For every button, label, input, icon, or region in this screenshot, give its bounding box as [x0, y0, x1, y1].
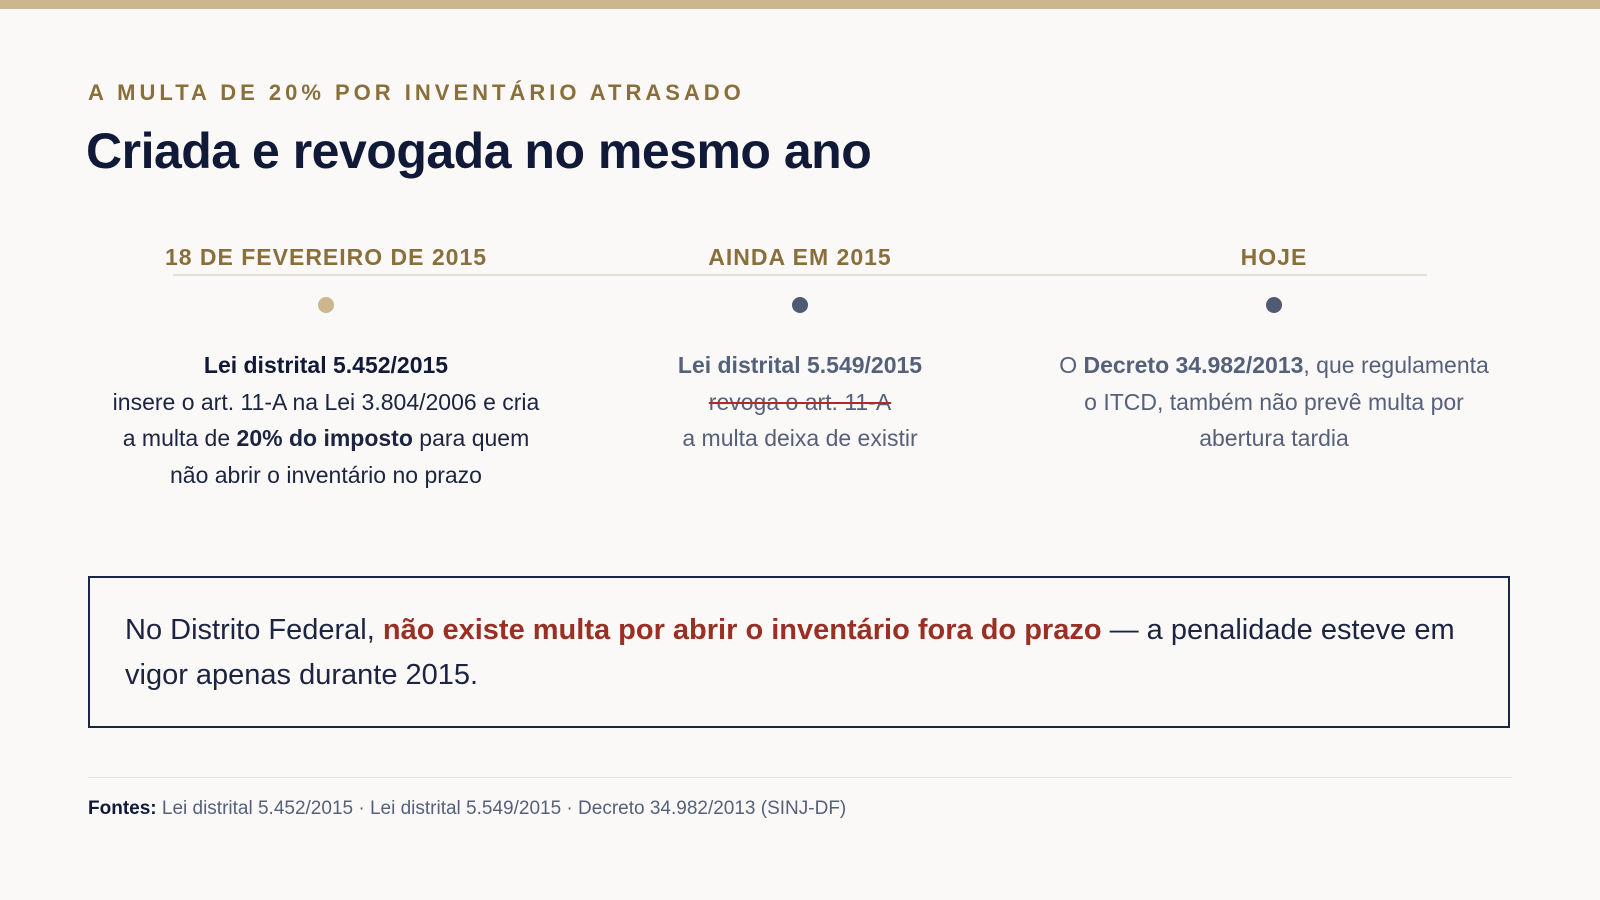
- section-kicker: A MULTA DE 20% POR INVENTÁRIO ATRASADO: [88, 80, 745, 105]
- footer-divider: [88, 777, 1512, 778]
- sources-footer: [88, 798, 846, 820]
- struck-text: revoga o art. 11-A: [708, 388, 892, 415]
- callout-emphasis: não existe multa por abrir o inventário fora do prazo: [382, 614, 1102, 646]
- timeline-description: [106, 347, 546, 493]
- description-text: O: [1059, 352, 1084, 378]
- timeline-item-today: [1054, 240, 1494, 457]
- description-highlight: 20% do imposto: [236, 425, 413, 451]
- description-text: , que regulamenta o ITCD, também não prevê multa por abertura tardia: [1084, 352, 1489, 451]
- timeline-dot: [318, 297, 334, 313]
- description-highlight: Decreto 34.982/2013: [1083, 352, 1304, 378]
- callout-text: No Distrito Federal,: [125, 614, 383, 646]
- callout-text: — a penalidade esteve em vigor apenas durante 2015.: [125, 614, 1455, 691]
- timeline-date: 18 DE FEVEREIRO DE 2015: [164, 244, 488, 270]
- timeline-item-revocation: [580, 240, 1020, 457]
- top-accent-bar: [0, 0, 1600, 9]
- sources-label: Fontes:: [88, 798, 157, 819]
- timeline-dot: [792, 297, 808, 313]
- timeline-date: AINDA EM 2015: [708, 244, 892, 270]
- conclusion-callout: [88, 576, 1510, 728]
- sources-text: Lei distrital 5.452/2015 · Lei distrital 5.549/2015 · Decreto 34.982/2013 (SINJ-DF): [156, 798, 847, 819]
- description-text: a multa deixa de existir: [682, 425, 918, 451]
- timeline-date: HOJE: [1240, 244, 1308, 270]
- timeline-item-creation: [106, 240, 546, 493]
- description-text: para quem não abrir o inventário no prazo: [170, 425, 530, 488]
- timeline-description: [580, 347, 1020, 457]
- page-title: Criada e revogada no mesmo ano: [86, 123, 872, 179]
- timeline-dot: [1266, 297, 1282, 313]
- law-name: Lei distrital 5.549/2015: [677, 352, 923, 378]
- description-text: insere o art. 11-A na Lei 3.804/2006 e cria a multa de: [112, 388, 540, 451]
- law-name: Lei distrital 5.452/2015: [203, 352, 449, 378]
- timeline-description: [1054, 347, 1494, 457]
